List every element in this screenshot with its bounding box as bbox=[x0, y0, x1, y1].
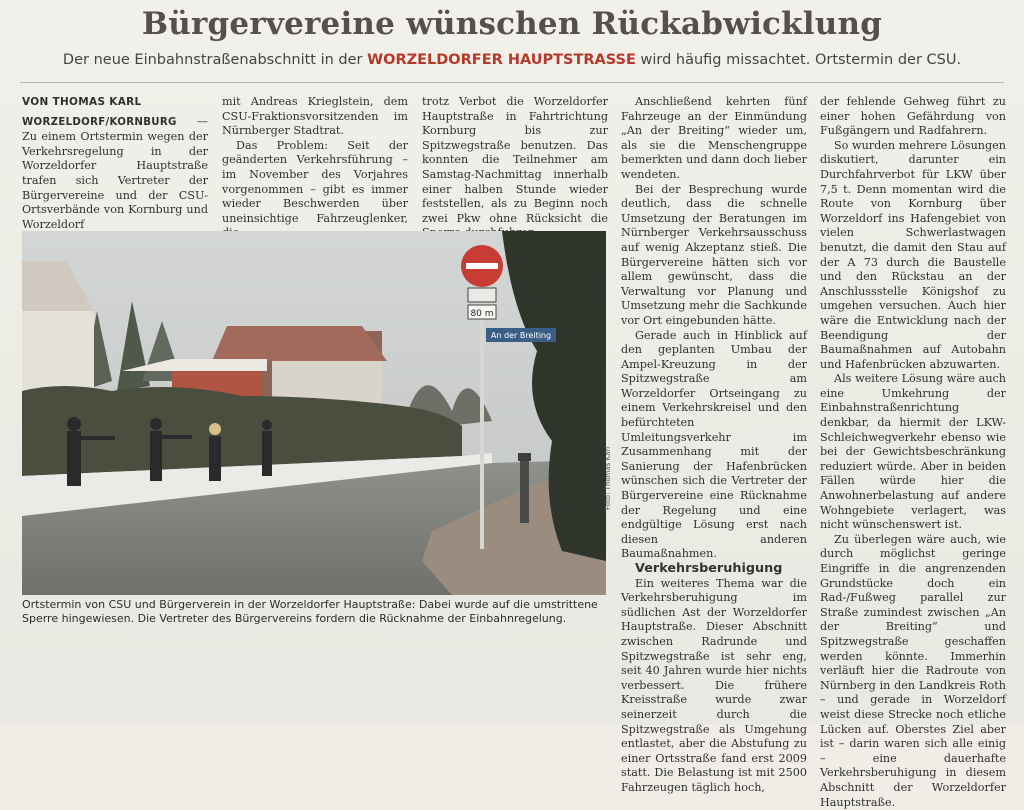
photo-caption: Ortstermin von CSU und Bürgerverein in der Worzeldorfer Hauptstraße: Dabei wurde auf die umstrittene Sperre hingewiesen. Die Vertreter des Bürgervereins fordern die Rücknahme der Einbahnregelung. bbox=[22, 598, 598, 625]
paragraph: der fehlende Gehweg führt zu einer hohen Gefährdung von Fußgängern und Radfahrern. bbox=[820, 95, 1006, 138]
photo-credit: Foto: Thomas Karl bbox=[604, 446, 612, 510]
dateline: WORZELDORF/KORNBURG bbox=[22, 116, 177, 128]
subheadline-text-start: Der neue Einbahnstraßenabschnitt in der bbox=[62, 52, 368, 68]
lead-text: — Zu einem Ortstermin wegen der Verkehrsregelung in der Worzeldorfer Hauptstraße trafen sich Vertreter der Bürgervereine und der CSU-Ortsverbände von Kornburg und Worzeldorf bbox=[22, 114, 208, 231]
street-photo bbox=[22, 231, 606, 595]
subheadline bbox=[0, 52, 1024, 68]
headline-divider bbox=[20, 82, 1004, 83]
paragraph: Ein weiteres Thema war die Verkehrsberuhigung im südlichen Ast der Worzeldorfer Hauptstraße. Dieser Abschnitt zwischen Radrunde und Spitzwegstraße ist sehr eng, seit 40 Jahren wurde hier nichts verbessert. Die frühere Kreisstraße wurde zwar seinerzeit durch die Spitzwegstraße als Umgehung entlastet, aber die Abstufung zu einer Ortsstraße fand erst 2009 statt. Die Belastung ist mit 2500 Fahrzeugen täglich hoch, bbox=[621, 576, 807, 794]
distance-sign-text: 80 m bbox=[470, 309, 494, 319]
subheadline-text-end: wird häufig missachtet. Ortstermin der CSU. bbox=[635, 52, 962, 68]
paragraph: So wurden mehrere Lösungen diskutiert, darunter ein Durchfahrverbot für LKW über 7,5 t. Denn momentan wird die Route von Kornburg über Worzeldorf ins Hafengebiet von vielen Schwerlastwagen benutzt, die damit den Stau auf der A 73 durch die Baustelle und den Rückstau an der Anschlussstelle Königshof zu umgehen versuchen. Auch hier wäre die Entwicklung nach der Beendigung der Baumaßnahmen auf Autobahn und Hafenbrücken abzuwarten. bbox=[820, 138, 1006, 371]
section-heading: Verkehrsberuhigung bbox=[635, 561, 783, 576]
paragraph: Als weitere Lösung wäre auch eine Umkehrung der Einbahnstraßenrichtung denkbar, da hiermit der LKW-Schleichwegverkehr ebenso wie bei der Gewichtsbeschränkung reduziert würde. Aber in beiden Fällen würde hier die Anwohnerbelastung auf andere Wohngebiete verlagert, was nicht wünschenswert ist. bbox=[820, 372, 1006, 532]
column-4 bbox=[621, 95, 807, 796]
byline: VON THOMAS KARL bbox=[22, 96, 142, 108]
headline: Bürgervereine wünschen Rückabwicklung bbox=[141, 6, 883, 42]
street-scene-illustration bbox=[22, 231, 606, 595]
paragraph: Anschließend kehrten fünf Fahrzeuge an der Einmündung „An der Breiting“ wieder um, als sie die Menschengruppe bemerkten und dann doch lieber wendeten. bbox=[621, 95, 807, 181]
paragraph: mit Andreas Krieglstein, dem CSU-Fraktionsvorsitzenden im Nürnberger Stadtrat. bbox=[222, 95, 408, 138]
column-5 bbox=[820, 95, 1006, 810]
column-2 bbox=[222, 95, 408, 241]
street-sign-text: An der Breiting bbox=[490, 331, 552, 340]
lead-paragraph bbox=[22, 115, 208, 233]
paragraph: Zu überlegen wäre auch, wie durch möglichst geringe Eingriffe in die angrenzenden Grundstücke doch ein Rad-/Fußweg parallel zur Straße zumindest zwischen „An der Breiting“ und Spitzwegstraße geschaffen werden könnte. Immerhin verläuft hier die Radroute von Nürnberg in den Landkreis Roth – und gerade in Worzeldorf weist diese Strecke noch etliche Lücken auf. Oberstes Ziel aber ist – darin waren sich alle einig – eine dauerhafte Verkehrsberuhigung in diesem Abschnitt der Worzeldorfer Hauptstraße. bbox=[820, 532, 1006, 809]
paragraph: Das Problem: Seit der geänderten Verkehrsführung – im November des Vorjahres vorgenommen – gibt es immer wieder Beschwerden über uneinsichtige Fahrzeuglenker, bbox=[222, 138, 408, 225]
subheadline-highlight: WORZELDORFER HAUPTSTRASSE bbox=[367, 52, 636, 68]
paragraph: trotz Verbot die Worzeldorfer Hauptstraße in Fahrtrichtung Kornburg bis zur Spitzwegstraße benutzen. Das konnten die Teilnehmer am Samstag-Nachmittag innerhalb einer halben Stunde wieder feststellen, als zu Beginn noch zwei Pkw ohne Rücksicht die bbox=[422, 95, 608, 225]
paragraph: Bei der Besprechung wurde deutlich, dass die schnelle Umsetzung der Beratungen im Nürnberger Verkehrsausschuss auf wenig Akzeptanz stieß. Die Bürgervereine hätten sich vor allem gewünscht, dass die Verwaltung vor Planung und Umsetzung mehr die Sachkunde vor Ort eingebunden hätte. bbox=[621, 182, 807, 327]
paragraph: Gerade auch in Hinblick auf den geplanten Umbau der Ampel-Kreuzung in der Spitzwegstraße am Worzeldorfer Ortseingang zu einem Verkehrskreisel und den befürchteten Umleitungsverkehr im Zusammenhang mit der Sanierung der Hafenbrücken wünschen sich die Vertreter der Bürgervereine eine Rücknahme der Regelung und eine endgültige Lösung erst nach diesen anderen Baumaßnahmen. bbox=[621, 328, 807, 561]
column-1 bbox=[22, 95, 208, 232]
column-3 bbox=[422, 95, 608, 241]
